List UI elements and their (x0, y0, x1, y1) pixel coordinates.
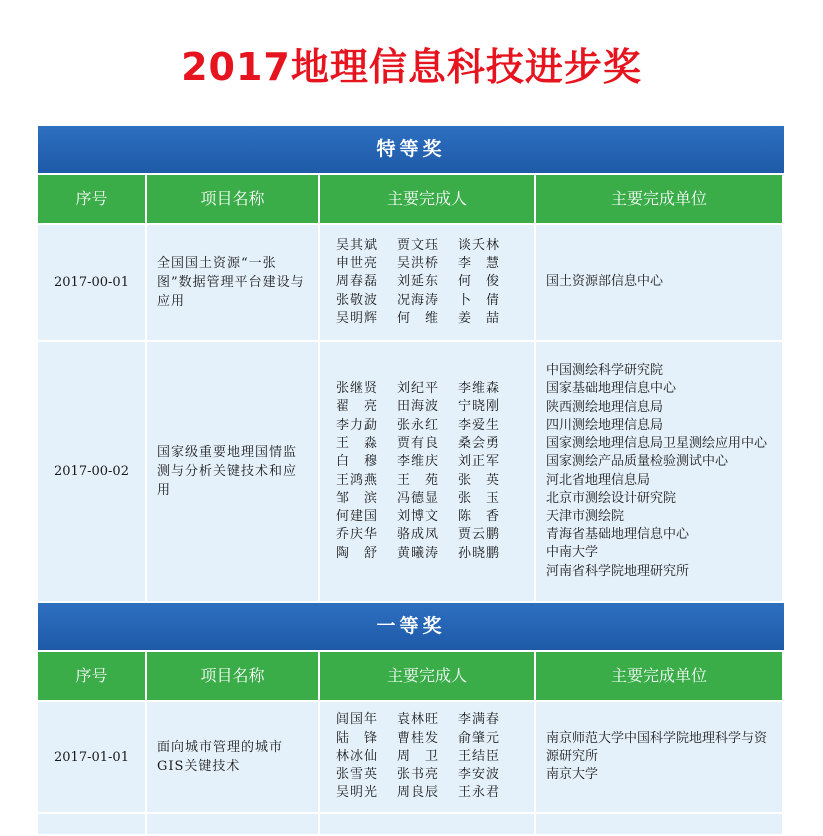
row-project: 面向城市管理的城市GIS关键技术 (147, 702, 318, 812)
table-header (38, 175, 784, 223)
person-name: 陈 香 (458, 509, 501, 525)
person-name: 何建国 (336, 509, 379, 525)
person-name: 林冰仙 (336, 748, 379, 764)
unit-name: 陕西测绘地理信息局 (546, 399, 664, 415)
award-table (38, 126, 784, 836)
person-name: 王永君 (458, 785, 501, 801)
unit-name: 青海省基础地理信息中心 (546, 527, 690, 543)
person-name: 贾有良 (397, 435, 440, 451)
person-name: 李力勐 (336, 417, 379, 433)
person-name: 况海涛 (397, 292, 440, 308)
unit-name: 北京市测绘设计研究院 (546, 490, 677, 506)
row-people (320, 702, 534, 812)
unit-name: 国土资源部信息中心 (546, 274, 664, 290)
person-name: 李满春 (458, 712, 501, 728)
row-units (536, 225, 782, 340)
unit-name: 南京大学 (546, 767, 599, 783)
person-name: 吴洪桥 (397, 256, 440, 272)
person-name: 吴明光 (336, 785, 379, 801)
person-name: 刘正军 (458, 454, 501, 470)
unit-name: 四川测绘地理信息局 (546, 417, 664, 433)
row-project: 国家级重要地理国情监测与分析关键技术和应用 (147, 342, 318, 601)
section-title-special: 特等奖 (38, 126, 784, 173)
person-name: 闾国年 (336, 712, 379, 728)
person-name: 王结臣 (458, 748, 501, 764)
person-name: 何 维 (397, 310, 440, 326)
person-name: 田海波 (397, 399, 440, 415)
person-name: 张 英 (458, 472, 501, 488)
row-id: 2017-00-01 (38, 225, 145, 340)
table-header (38, 652, 784, 700)
page-title: 2017地理信息科技进步奖 (181, 45, 642, 89)
person-name: 卜 倩 (458, 292, 501, 308)
person-name: 曹桂发 (397, 730, 440, 746)
person-name: 张永红 (397, 417, 440, 433)
person-name: 孙晓鹏 (458, 545, 501, 561)
person-name: 张书亮 (397, 767, 440, 783)
person-name: 陆 锋 (336, 730, 379, 746)
person-name: 李维庆 (397, 454, 440, 470)
person-name: 贾云鹏 (458, 527, 501, 543)
header-project: 项目名称 (147, 175, 318, 223)
person-name: 袁林旺 (397, 712, 440, 728)
person-name: 宁晓刚 (458, 399, 501, 415)
header-people: 主要完成人 (320, 652, 534, 700)
row-people (320, 342, 534, 601)
table-row-partial (38, 814, 784, 834)
row-project: 全国国土资源“一张图”数据管理平台建设与应用 (147, 225, 318, 340)
person-name: 张继贤 (336, 381, 379, 397)
person-name: 李 慧 (458, 256, 501, 272)
section-title-first: 一等奖 (38, 603, 784, 650)
unit-name: 河北省地理信息局 (546, 472, 651, 488)
person-name: 白 穆 (336, 454, 379, 470)
row-units (536, 702, 782, 812)
person-name: 谈夭林 (458, 237, 501, 253)
header-units: 主要完成单位 (536, 652, 782, 700)
person-name: 何 俊 (458, 274, 501, 290)
person-name: 申世亮 (336, 256, 379, 272)
unit-name: 国家测绘地理信息局卫星测绘应用中心 (546, 436, 768, 452)
unit-name: 国家测绘产品质量检验测试中心 (546, 454, 729, 470)
person-name: 俞肇元 (458, 730, 501, 746)
table-row (38, 225, 784, 340)
person-name: 姜 喆 (458, 310, 501, 326)
table-row (38, 702, 784, 812)
header-id: 序号 (38, 175, 145, 223)
unit-name: 中南大学 (546, 545, 599, 561)
unit-name: 河南省科学院地理研究所 (546, 563, 690, 579)
person-name: 邹 滨 (336, 490, 379, 506)
person-name: 刘纪平 (397, 381, 440, 397)
person-name: 李维森 (458, 381, 501, 397)
person-name: 翟 亮 (336, 399, 379, 415)
row-units (536, 342, 782, 601)
person-name: 冯德显 (397, 490, 440, 506)
person-name: 张 玉 (458, 490, 501, 506)
unit-name: 国家基础地理信息中心 (546, 381, 677, 397)
person-name: 周 卫 (397, 748, 440, 764)
person-name: 刘博文 (397, 509, 440, 525)
table-row (38, 342, 784, 601)
person-name: 陶 舒 (336, 545, 379, 561)
person-name: 吴其斌 (336, 237, 379, 253)
header-project: 项目名称 (147, 652, 318, 700)
unit-name: 天津市测绘院 (546, 508, 625, 524)
person-name: 张敬波 (336, 292, 379, 308)
person-name: 桑会勇 (458, 435, 501, 451)
person-name: 张雪英 (336, 767, 379, 783)
row-id: 2017-01-01 (38, 702, 145, 812)
person-name: 骆成凤 (397, 527, 440, 543)
person-name: 李安波 (458, 767, 501, 783)
person-name: 吴明辉 (336, 310, 379, 326)
person-name: 乔庆华 (336, 527, 379, 543)
header-id: 序号 (38, 652, 145, 700)
row-people (320, 225, 534, 340)
person-name: 周良辰 (397, 785, 440, 801)
person-name: 王 苑 (397, 472, 440, 488)
person-name: 周春磊 (336, 274, 379, 290)
person-name: 黄曦涛 (397, 545, 440, 561)
header-people: 主要完成人 (320, 175, 534, 223)
person-name: 刘延东 (397, 274, 440, 290)
row-id: 2017-00-02 (38, 342, 145, 601)
unit-name: 中国测绘科学研究院 (546, 363, 664, 379)
header-units: 主要完成单位 (536, 175, 782, 223)
unit-name: 南京师范大学中国科学院地理科学与资源研究所 (546, 730, 768, 764)
person-name: 王 淼 (336, 435, 379, 451)
person-name: 李爱生 (458, 417, 501, 433)
person-name: 王鸿燕 (336, 472, 379, 488)
person-name: 贾文珏 (397, 237, 440, 253)
